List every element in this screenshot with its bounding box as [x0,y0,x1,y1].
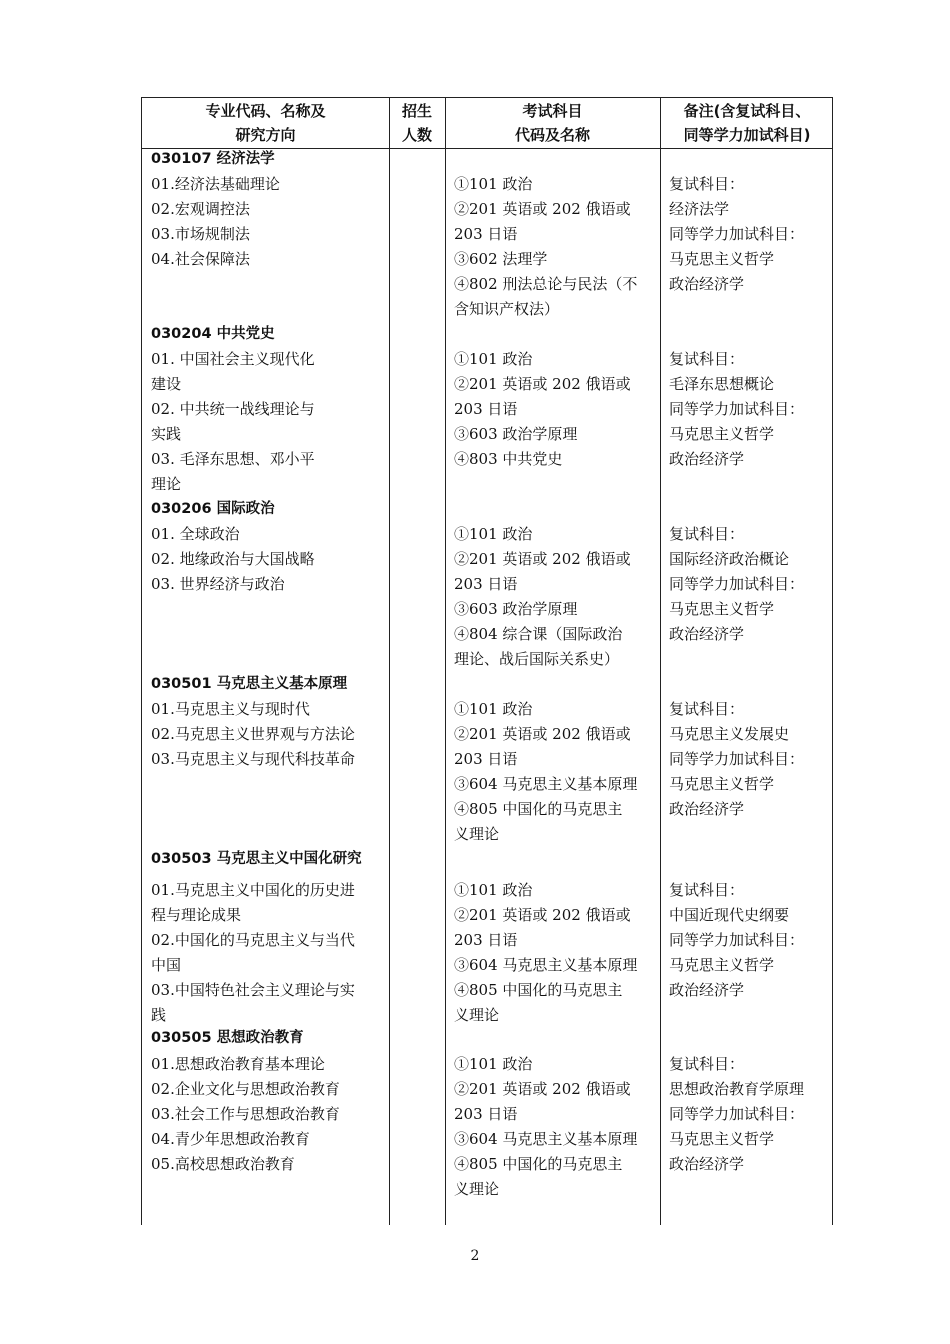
exam-subject: 203 日语 [454,400,518,418]
note-line: 马克思主义哲学 [669,600,775,618]
column-divider [389,98,390,1225]
note-line: 复试科目： [669,350,745,368]
research-direction: 03.社会工作与思想政治教育 [151,1105,340,1123]
exam-subject: ③604 马克思主义基本原理 [454,1130,638,1148]
exam-subject: ②201 英语或 202 俄语或 [454,550,631,568]
exam-subject: 203 日语 [454,750,518,768]
column-divider [445,98,446,1225]
exam-subject: ①101 政治 [454,350,533,368]
exam-subject: 含知识产权法） [454,300,560,318]
note-line: 中国近现代史纲要 [669,906,790,924]
research-direction: 中国 [151,956,182,974]
note-line: 政治经济学 [669,625,745,643]
research-direction: 01.马克思主义中国化的历史进 [151,881,355,899]
research-direction: 01.经济法基础理论 [151,175,280,193]
header-enrollment: 招生 人数 [401,102,432,144]
exam-subject: ④804 综合课（国际政治 [454,625,623,643]
research-direction: 实践 [151,425,182,443]
note-line: 经济法学 [669,200,730,218]
exam-subject: ①101 政治 [454,175,533,193]
exam-subject: 203 日语 [454,225,518,243]
note-line: 同等学力加试科目： [669,750,805,768]
exam-subject: 义理论 [454,1180,500,1198]
note-line: 政治经济学 [669,981,745,999]
note-line: 马克思主义哲学 [669,425,775,443]
exam-subject: 理论、战后国际关系史） [454,650,620,668]
note-line: 马克思主义哲学 [669,956,775,974]
note-line: 思想政治教育学原理 [669,1080,805,1098]
header-major: 专业代码、名称及 研究方向 [205,102,326,144]
note-line: 复试科目： [669,1055,745,1073]
note-line: 复试科目： [669,525,745,543]
research-direction: 01.思想政治教育基本理论 [151,1055,325,1073]
note-line: 马克思主义哲学 [669,775,775,793]
exam-subject: 203 日语 [454,1105,518,1123]
research-direction: 02. 中共统一战线理论与 [151,400,315,418]
section-title: 030503 马克思主义中国化研究 [151,851,362,867]
note-line: 毛泽东思想概论 [669,375,775,393]
exam-subject: ③603 政治学原理 [454,425,578,443]
header-exam-subjects: 考试科目 代码及名称 [514,102,590,144]
admissions-table [141,97,833,1225]
exam-subject: ④802 刑法总论与民法（不 [454,275,638,293]
note-line: 同等学力加试科目： [669,225,805,243]
exam-subject: 义理论 [454,1006,500,1024]
exam-subject: 203 日语 [454,931,518,949]
section-title: 030204 中共党史 [151,326,275,342]
research-direction: 程与理论成果 [151,906,242,924]
research-direction: 02.中国化的马克思主义与当代 [151,931,355,949]
note-line: 复试科目： [669,881,745,899]
section-title: 030107 经济法学 [151,151,275,167]
exam-subject: 203 日语 [454,575,518,593]
section-title: 030505 思想政治教育 [151,1030,304,1046]
research-direction: 02.企业文化与思想政治教育 [151,1080,340,1098]
note-line: 同等学力加试科目： [669,931,805,949]
note-line: 马克思主义哲学 [669,250,775,268]
exam-subject: ①101 政治 [454,881,533,899]
exam-subject: ③604 马克思主义基本原理 [454,775,638,793]
research-direction: 03.马克思主义与现代科技革命 [151,750,355,768]
exam-subject: ②201 英语或 202 俄语或 [454,906,631,924]
note-line: 政治经济学 [669,800,745,818]
research-direction: 04.青少年思想政治教育 [151,1130,310,1148]
exam-subject: ④805 中国化的马克思主 [454,1155,623,1173]
exam-subject: 义理论 [454,825,500,843]
research-direction: 践 [151,1006,167,1024]
research-direction: 03.中国特色社会主义理论与实 [151,981,355,999]
note-line: 国际经济政治概论 [669,550,790,568]
research-direction: 01. 全球政治 [151,525,240,543]
research-direction: 02.马克思主义世界观与方法论 [151,725,355,743]
page-number: 2 [470,1248,480,1264]
exam-subject: ④805 中国化的马克思主 [454,981,623,999]
exam-subject: ④805 中国化的马克思主 [454,800,623,818]
note-line: 同等学力加试科目： [669,400,805,418]
research-direction: 05.高校思想政治教育 [151,1155,295,1173]
exam-subject: ③604 马克思主义基本原理 [454,956,638,974]
note-line: 马克思主义发展史 [669,725,790,743]
exam-subject: ②201 英语或 202 俄语或 [454,200,631,218]
exam-subject: ②201 英语或 202 俄语或 [454,725,631,743]
note-line: 政治经济学 [669,275,745,293]
research-direction: 04.社会保障法 [151,250,250,268]
note-line: 同等学力加试科目： [669,575,805,593]
exam-subject: ①101 政治 [454,700,533,718]
note-line: 马克思主义哲学 [669,1130,775,1148]
note-line: 同等学力加试科目： [669,1105,805,1123]
exam-subject: ②201 英语或 202 俄语或 [454,375,631,393]
research-direction: 02.宏观调控法 [151,200,250,218]
research-direction: 03. 毛泽东思想、邓小平 [151,450,315,468]
research-direction: 02. 地缘政治与大国战略 [151,550,315,568]
column-divider [660,98,661,1225]
research-direction: 理论 [151,475,182,493]
research-direction: 01. 中国社会主义现代化 [151,350,315,368]
exam-subject: ③602 法理学 [454,250,548,268]
exam-subject: ①101 政治 [454,525,533,543]
research-direction: 03.市场规制法 [151,225,250,243]
section-title: 030206 国际政治 [151,501,275,517]
note-line: 政治经济学 [669,450,745,468]
note-line: 复试科目： [669,700,745,718]
research-direction: 03. 世界经济与政治 [151,575,285,593]
note-line: 政治经济学 [669,1155,745,1173]
research-direction: 01.马克思主义与现时代 [151,700,310,718]
research-direction: 建设 [151,375,182,393]
exam-subject: ②201 英语或 202 俄语或 [454,1080,631,1098]
note-line: 复试科目： [669,175,745,193]
section-title: 030501 马克思主义基本原理 [151,676,348,692]
exam-subject: ③603 政治学原理 [454,600,578,618]
header-notes: 备注(含复试科目、 同等学力加试科目) [683,102,811,144]
exam-subject: ④803 中共党史 [454,450,563,468]
exam-subject: ①101 政治 [454,1055,533,1073]
